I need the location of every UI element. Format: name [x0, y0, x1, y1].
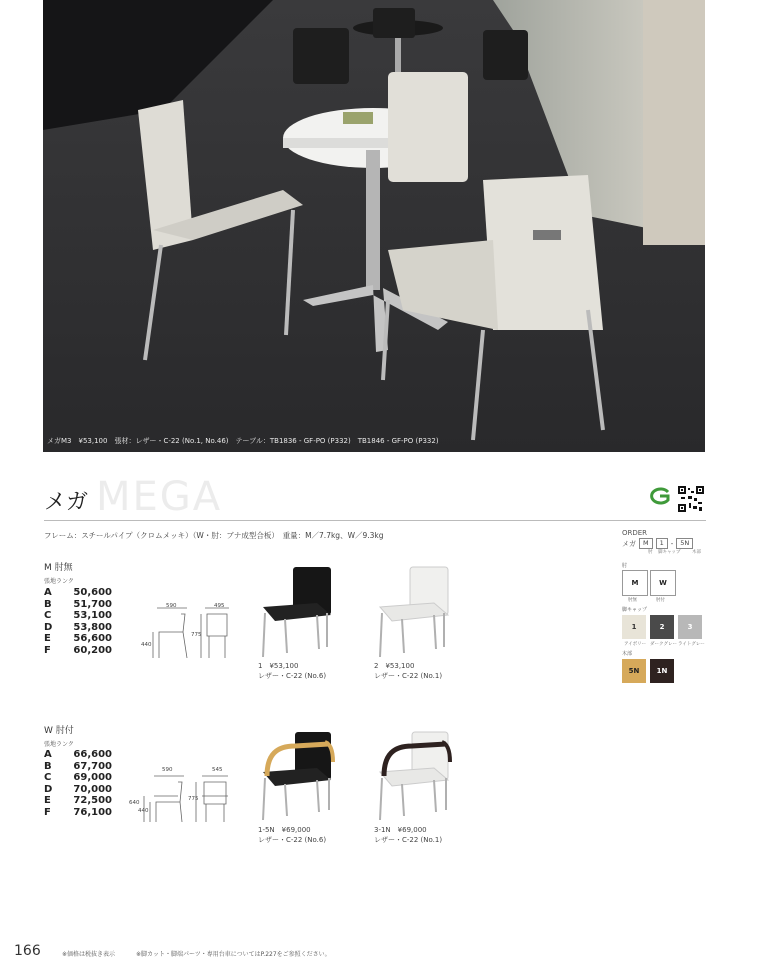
- order-sub-cap: 脚キャップ: [658, 550, 681, 555]
- order-box-cap: 1: [656, 538, 668, 549]
- w-dim-width: 590: [162, 767, 173, 773]
- price-row: B 67,700: [44, 760, 112, 772]
- price-row: A 50,600: [44, 587, 112, 598]
- arm-option-w: W: [650, 570, 676, 596]
- price-row: F 60,200: [44, 644, 112, 656]
- wood-options-label: 木部: [622, 651, 633, 657]
- w-dim-height: 775: [188, 796, 199, 802]
- w-dim-seat: 440: [138, 808, 149, 814]
- arm-option-w-name: 肘付: [656, 598, 665, 603]
- m-item-1-caption: 1 ¥53,100 レザー・C-22 (No.6): [258, 662, 327, 680]
- title-divider: [44, 520, 706, 521]
- footer-note-parts: ※脚カット・脚端パーツ・専用台車についてはP.227をご参照ください。: [136, 951, 331, 958]
- title-english: MEGA: [96, 474, 223, 520]
- price-row: D 53,800: [44, 621, 112, 633]
- order-dash: -: [670, 539, 674, 548]
- w-item-1-caption: 1-5N ¥69,000 レザー・C-22 (No.6): [258, 826, 327, 844]
- price-row: E 72,500: [44, 795, 112, 806]
- price-row: C 53,100: [44, 610, 112, 621]
- arm-option-m: M: [622, 570, 648, 596]
- price-row: C 69,000: [44, 772, 112, 783]
- cap-swatch-light-gray-name: ライトグレー: [678, 642, 705, 647]
- photo-caption: メガM3 ¥53,100 張材：レザー・C-22 (No.1, No.46) テーブル：TB1836 - GF-PO (P332) TB1846 - GF-PO (P332): [47, 437, 439, 445]
- cap-swatch-ivory-name: アイボリー: [624, 642, 647, 647]
- order-box-wood: 5N: [676, 538, 693, 549]
- section-w-heading: W 肘付: [44, 726, 74, 736]
- w-dim-arm: 640: [129, 800, 140, 806]
- wood-swatch-1n: 1N: [650, 659, 674, 683]
- section-w-price-table: [44, 749, 112, 818]
- arm-options-label: 肘: [622, 563, 628, 569]
- m-dim-seat: 440: [141, 642, 152, 648]
- section-m-rank-label: 張地ランク: [44, 578, 74, 585]
- section-m-heading: M 肘無: [44, 563, 73, 573]
- product-photo: [43, 0, 705, 452]
- order-code-row: [622, 538, 693, 549]
- price-row: B 51,700: [44, 598, 112, 610]
- cap-swatch-dark-gray-name: ダークグレー: [650, 642, 677, 647]
- chair-m-black-image: [255, 565, 335, 664]
- order-box-arm: M: [639, 538, 653, 549]
- cap-swatch-light-gray: 3: [678, 615, 702, 639]
- chair-w-white-dark-arm-image: [372, 728, 454, 827]
- m-dim-width: 590: [166, 603, 177, 609]
- section-w-rank-label: 張地ランク: [44, 741, 74, 748]
- title-japanese: メガ: [44, 490, 89, 515]
- price-row: D 70,000: [44, 783, 112, 795]
- m-dim-depth: 495: [214, 603, 225, 609]
- price-row: F 76,100: [44, 806, 112, 818]
- arm-option-m-name: 肘無: [628, 598, 637, 603]
- cap-options-label: 脚キャップ: [622, 607, 648, 613]
- chair-m-white-image: [372, 565, 452, 664]
- m-dim-height: 775: [191, 632, 202, 638]
- order-sub-arm: 肘: [648, 550, 653, 555]
- w-item-2-caption: 3-1N ¥69,000 レザー・C-22 (No.1): [374, 826, 443, 844]
- price-row: E 56,600: [44, 633, 112, 644]
- qr-code-icon: [678, 486, 704, 516]
- green-g-logo-icon: [646, 487, 672, 509]
- chair-w-black-wood-arm-image: [255, 728, 337, 827]
- cap-swatch-dark-gray: 2: [650, 615, 674, 639]
- m-item-2-caption: 2 ¥53,100 レザー・C-22 (No.1): [374, 662, 443, 680]
- wood-swatch-5n: 5N: [622, 659, 646, 683]
- spec-text: フレーム：スチールパイプ（クロムメッキ）（W・肘：ブナ成型合板） 重量：M／7.7kg、W／9.3kg: [44, 531, 384, 540]
- order-label: ORDER: [622, 529, 648, 537]
- section-m-price-table: [44, 587, 112, 656]
- cap-swatch-ivory: 1: [622, 615, 646, 639]
- w-dim-depth: 545: [212, 767, 223, 773]
- order-name: メガ: [622, 539, 636, 548]
- price-row: A 66,600: [44, 749, 112, 760]
- footer-note-tax: ※価格は税抜き表示: [62, 951, 116, 958]
- page-number: 166: [14, 943, 41, 959]
- order-sub-wood: 木部: [692, 550, 701, 555]
